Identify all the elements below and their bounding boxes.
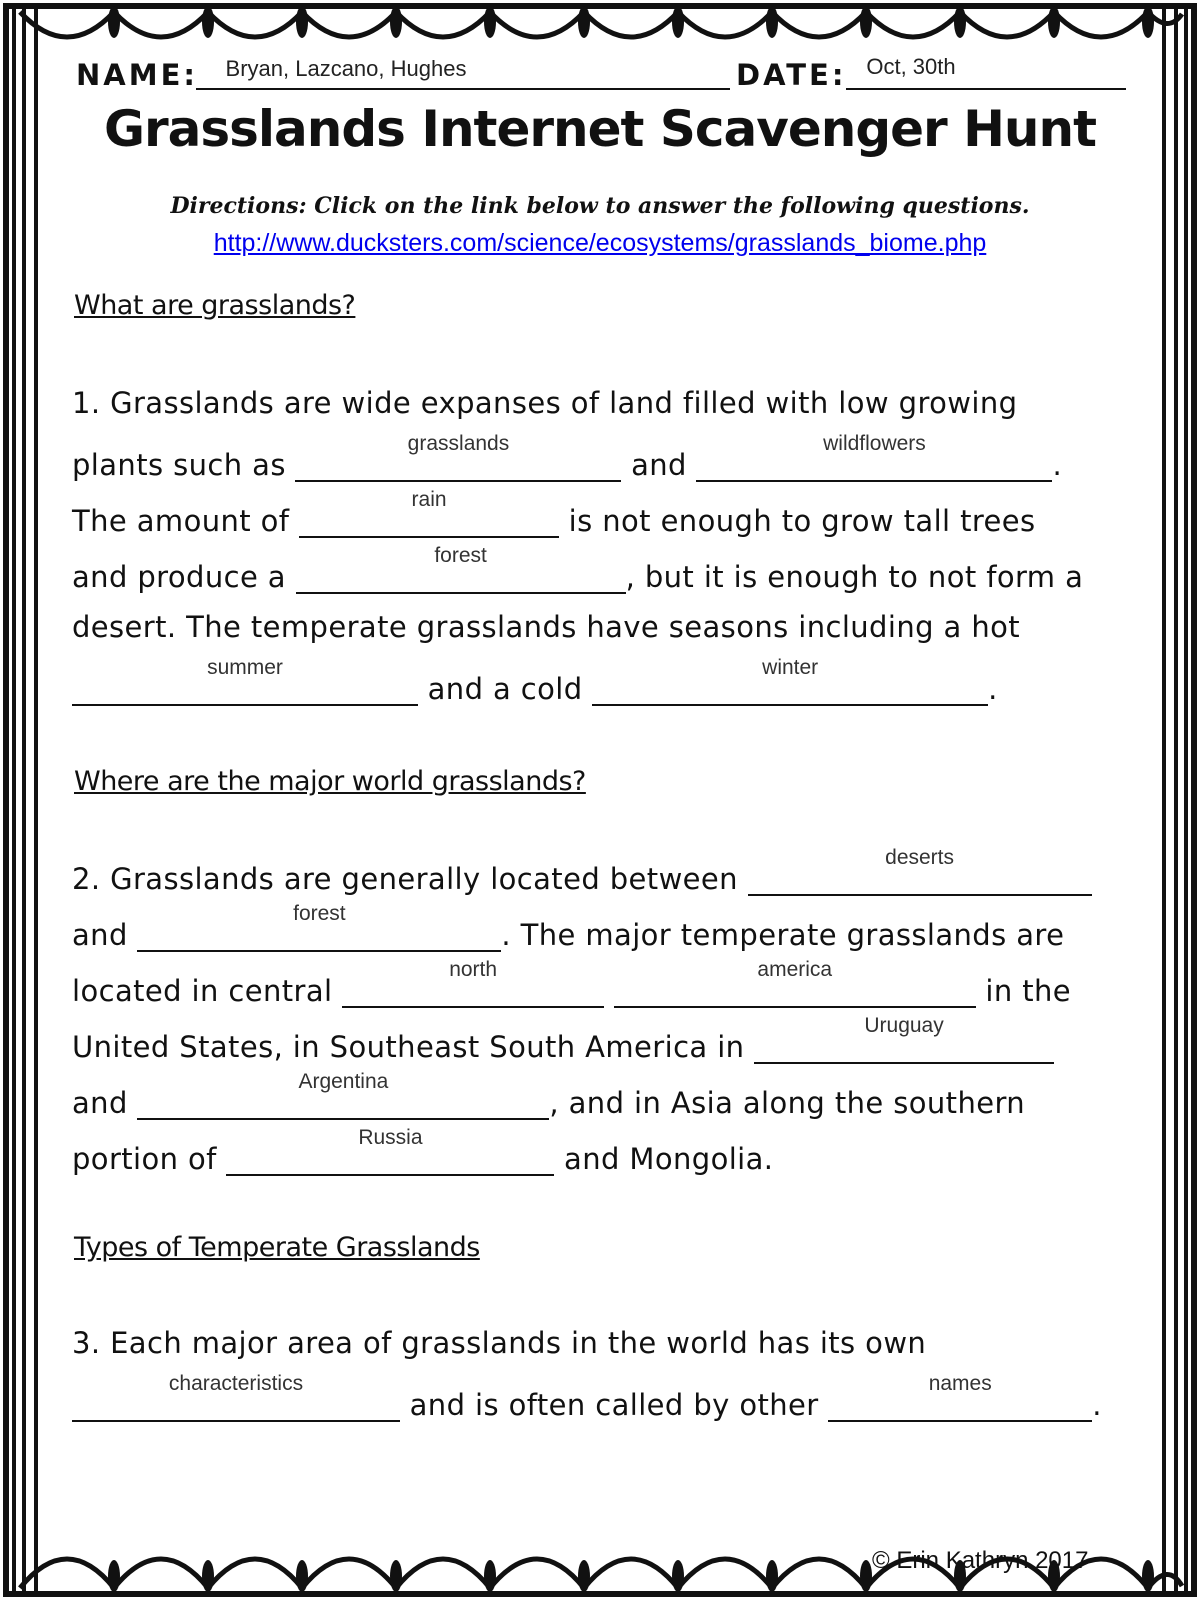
answer-blank[interactable] xyxy=(748,846,1092,896)
section3-line-1 xyxy=(72,1326,926,1370)
section1-line-4 xyxy=(72,544,1084,598)
answer-text: rain xyxy=(411,488,447,511)
answer-blank[interactable] xyxy=(592,656,988,706)
name-label: NAME: xyxy=(76,58,198,92)
sentence-text: located in central xyxy=(72,974,333,1008)
sentence-text: and produce a xyxy=(72,560,286,594)
answer-blank[interactable] xyxy=(226,1126,554,1176)
sentence-text: , and in Asia along the southern xyxy=(549,1086,1026,1120)
section1-line-5 xyxy=(72,610,1020,654)
answer-text: winter xyxy=(762,656,819,679)
section3-heading: Types of Temperate Grasslands xyxy=(74,1232,480,1263)
sentence-text: , but it is enough to not form a xyxy=(625,560,1084,594)
sentence-text: United States, in Southeast South America in xyxy=(72,1030,745,1064)
copyright-footer: © Erin Kathryn 2017 xyxy=(872,1547,1089,1574)
answer-text: Russia xyxy=(358,1126,423,1149)
answer-text: summer xyxy=(207,656,283,679)
sentence-text: . xyxy=(1052,448,1063,482)
sentence-text: 3. Each major area of grasslands in the world has its own xyxy=(72,1326,927,1360)
answer-text: forest xyxy=(293,902,346,925)
section1-line-1 xyxy=(72,386,1017,430)
answer-blank[interactable] xyxy=(296,544,626,594)
answer-text: forest xyxy=(434,544,487,567)
page-title: Grasslands Internet Scavenger Hunt xyxy=(103,100,1097,158)
name-value[interactable]: Bryan, Lazcano, Hughes xyxy=(225,56,467,81)
answer-text: names xyxy=(928,1372,992,1395)
sentence-text: and xyxy=(72,918,128,952)
directions-text: Directions: Click on the link below to answer the following questions. xyxy=(170,193,1030,219)
sentence-text: desert. The temperate grasslands have seasons including a hot xyxy=(72,610,1021,644)
sentence-text: 2. Grasslands are generally located between xyxy=(72,862,738,896)
sentence-text: and Mongolia. xyxy=(564,1142,774,1176)
sentence-text: and xyxy=(72,1086,128,1120)
section1-line-3 xyxy=(72,488,1036,542)
sentence-text: and xyxy=(631,448,687,482)
sentence-text: The amount of xyxy=(72,504,290,538)
answer-text: characteristics xyxy=(168,1372,304,1395)
answer-blank[interactable] xyxy=(754,1014,1054,1064)
sentence-text: . The major temperate grasslands are xyxy=(501,918,1065,952)
sentence-text: . xyxy=(988,672,998,706)
date-line xyxy=(846,88,1126,90)
answer-blank[interactable] xyxy=(614,958,976,1008)
section2-line-5 xyxy=(72,1070,1026,1124)
answer-text: grasslands xyxy=(407,432,510,455)
section2-line-4 xyxy=(72,1014,1054,1068)
sentence-text: . xyxy=(1092,1388,1102,1422)
section1-line-2 xyxy=(72,432,1063,486)
name-line xyxy=(196,88,730,90)
answer-blank[interactable] xyxy=(137,1070,549,1120)
sentence-text: is not enough to grow tall trees xyxy=(568,504,1036,538)
sentence-text: and a cold xyxy=(427,672,583,706)
section2-heading: Where are the major world grasslands? xyxy=(74,766,586,797)
answer-text: Argentina xyxy=(298,1070,389,1093)
section2-line-6 xyxy=(72,1126,774,1180)
sentence-text: 1. Grasslands are wide expanses of land filled with low growing xyxy=(72,386,1018,420)
answer-blank[interactable] xyxy=(137,902,501,952)
sentence-text: plants such as xyxy=(72,448,286,482)
answer-blank[interactable] xyxy=(295,432,621,482)
section1-line-6 xyxy=(72,656,998,710)
answer-text: Uruguay xyxy=(864,1014,944,1037)
section2-line-1 xyxy=(72,846,1092,900)
sentence-text: in the xyxy=(985,974,1072,1008)
section3-line-2 xyxy=(72,1372,1102,1426)
section2-line-3 xyxy=(72,958,1072,1012)
date-value[interactable]: Oct, 30th xyxy=(866,54,956,79)
answer-blank[interactable] xyxy=(696,432,1052,482)
answer-blank[interactable] xyxy=(828,1372,1092,1422)
ducksters-link[interactable]: http://www.ducksters.com/science/ecosystems/grasslands_biome.php xyxy=(213,229,987,257)
answer-blank[interactable] xyxy=(342,958,604,1008)
section2-line-2 xyxy=(72,902,1065,956)
date-label: DATE: xyxy=(736,58,847,92)
sentence-text: and is often called by other xyxy=(409,1388,819,1422)
answer-text: deserts xyxy=(885,846,955,869)
answer-text: america xyxy=(757,958,833,981)
answer-blank[interactable] xyxy=(72,656,418,706)
section1-heading: What are grasslands? xyxy=(74,290,356,321)
answer-text: wildflowers xyxy=(823,432,926,455)
answer-text: north xyxy=(449,958,498,981)
answer-blank[interactable] xyxy=(72,1372,400,1422)
sentence-text: portion of xyxy=(72,1142,217,1176)
answer-blank[interactable] xyxy=(299,488,559,538)
